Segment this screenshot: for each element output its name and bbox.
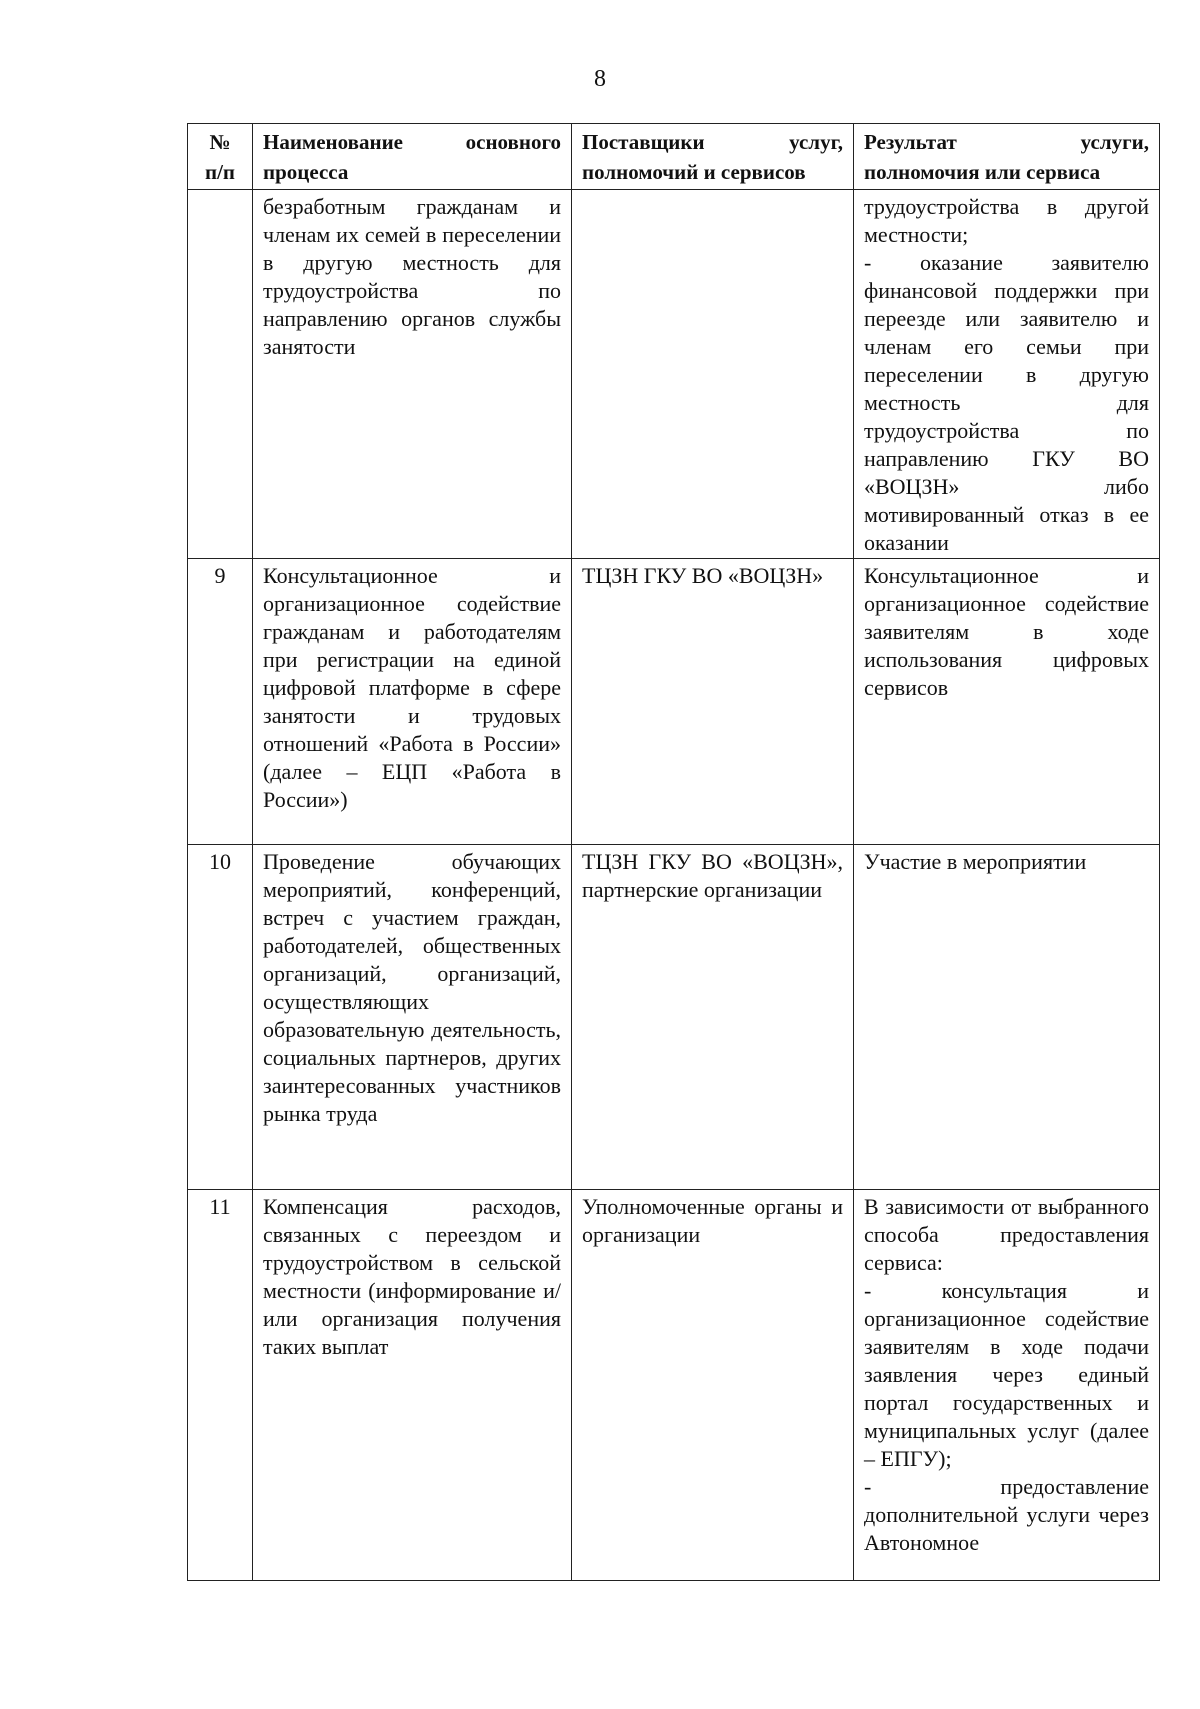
row-num-cell: 11 [188,1190,253,1581]
row-process-cell: безработным гражданам и членам их семей в переселении в другую местность для трудоустройства по направлению органов службы занятости [253,190,572,559]
row-process-cell: Консультационное и организационное содействие гражданам и работодателям при регистрации на единой цифровой платформе в сфере занятости и трудовых отношений «Работа в России» (далее – ЕЦП «Работа в России») [253,559,572,845]
header-num-line-2: п/п [204,160,236,184]
table-header-row [188,124,1160,190]
row-providers-cell: Уполномоченные органы и организации [572,1190,854,1581]
row-result-cell: трудоустройства в другой местности; - оказание заявителю финансовой поддержки при переезде или заявителю и членам его семьи при переселении в другую местность для трудоустройства по направлению ГКУ ВО «ВОЦЗН» либо мотивированный отказ в ее оказании [854,190,1160,559]
row-num-cell [188,190,253,559]
row-providers-cell [572,190,854,559]
header-result: Результат услуги, полномочия или сервиса [854,124,1160,190]
table-row [188,1190,1160,1581]
table-row [188,559,1160,845]
table-row [188,845,1160,1190]
header-providers: Поставщики услуг, полномочий и сервисов [572,124,854,190]
row-num-cell: 9 [188,559,253,845]
row-providers-cell: ТЦЗН ГКУ ВО «ВОЦЗН» [572,559,854,845]
row-num-cell: 10 [188,845,253,1190]
row-result-cell: Консультационное и организационное содействие заявителям в ходе использования цифровых сервисов [854,559,1160,845]
header-num-line-1: № [209,130,231,154]
row-process-cell: Проведение обучающих мероприятий, конференций, встреч с участием граждан, работодателей, общественных организаций, организаций, осуществляющих образовательную деятельность, социальных партнеров, других заинтересованных участников рынка труда [253,845,572,1190]
page-number: 8 [594,66,606,92]
row-providers-cell: ТЦЗН ГКУ ВО «ВОЦЗН», партнерские организации [572,845,854,1190]
row-result-cell: В зависимости от выбранного способа предоставления сервиса: - консультация и организационное содействие заявителям в ходе подачи заявления через единый портал государственных и муниципальных услуг (далее – ЕПГУ); - предоставление дополнительной услуги через Автономное [854,1190,1160,1581]
header-num [188,124,253,190]
row-result-cell: Участие в мероприятии [854,845,1160,1190]
header-process: Наименование основного процесса [253,124,572,190]
processes-table [187,123,1160,1581]
table-row [188,190,1160,559]
row-process-cell: Компенсация расходов, связанных с переездом и трудоустройством в сельской местности (информирование и/или организация получения таких выплат [253,1190,572,1581]
